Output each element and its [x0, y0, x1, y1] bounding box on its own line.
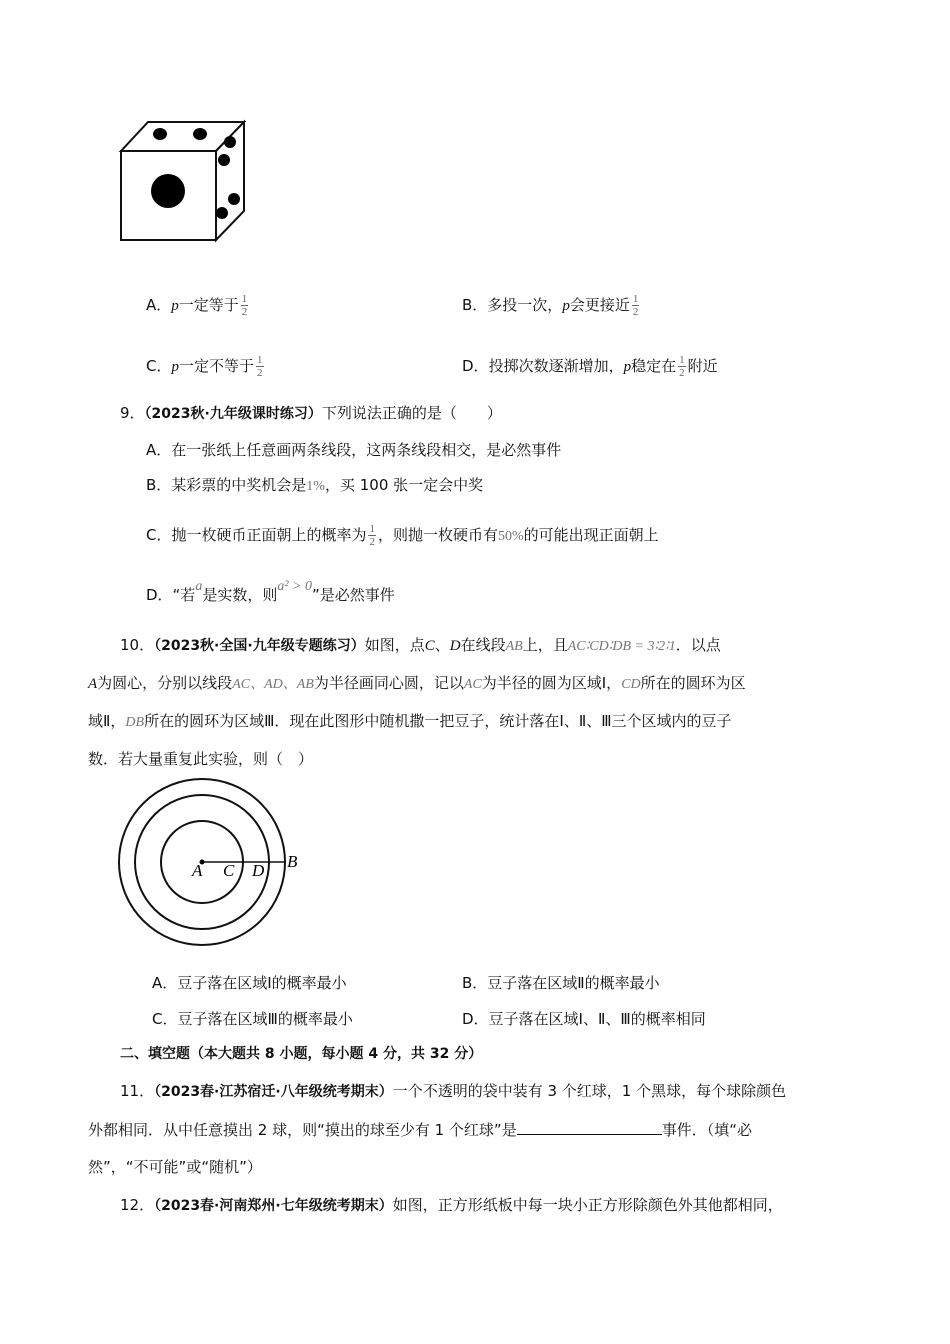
q10-line-1: 10．（2023秋·全国·九年级专题练习）如图，点C、D在线段AB上，且AC∶CD∶DB = 3∶2∶1．以点 — [120, 636, 721, 654]
fraction-half: $\frac{1}{2}$ — [369, 523, 375, 548]
dice-pip — [193, 128, 207, 140]
q11-line-1: 11．（2023春·江苏宿迁·八年级统考期末）一个不透明的袋中装有 3 个红球，1 个黑球，每个球除颜色 — [120, 1082, 787, 1100]
fraction-half: $\frac{1}{2}$ — [632, 293, 639, 318]
dice-pip — [153, 128, 167, 140]
q10-option-b: B．豆子落在区域Ⅱ的概率最小 — [462, 974, 660, 992]
q8-option-b: B．多投一次，p会更接近 $\frac{1}{2}$ — [462, 293, 639, 318]
q8-option-d: D．投掷次数逐渐增加，p稳定在 $\frac{1}{2}$ 附近 — [462, 354, 718, 379]
q10-line-3: 域Ⅱ，DB所在的圆环为区域Ⅲ．现在此图形中随机撒一把豆子，统计落在Ⅰ、Ⅱ、Ⅲ三个区域内的豆子 — [88, 712, 732, 730]
q10-option-d: D．豆子落在区域Ⅰ、Ⅱ、Ⅲ的概率相同 — [462, 1010, 706, 1028]
concentric-circles-figure — [110, 775, 310, 953]
q10-option-a: A．豆子落在区域Ⅰ的概率最小 — [152, 974, 347, 992]
q9-option-a: A．在一张纸上任意画两条线段，这两条线段相交，是必然事件 — [146, 441, 562, 459]
dice-pip — [218, 154, 230, 166]
dice-figure — [118, 118, 248, 243]
q10-line-2: A为圆心，分别以线段AC、AD、AB为半径画同心圆，记以AC为半径的圆为区域Ⅰ，CD所在的圆环为区 — [88, 674, 746, 692]
q9-option-b: B．某彩票的中奖机会是1%，买 100 张一定会中奖 — [146, 476, 484, 494]
q12-line-1: 12．（2023春·河南郑州·七年级统考期末）如图，正方形纸板中每一块小正方形除颜色外其他都相同， — [120, 1196, 783, 1214]
q9-option-d: D．“若a是实数，则a² > 0”是必然事件 — [146, 579, 395, 604]
q8-option-c: C．p一定不等于 $\frac{1}{2}$ — [146, 354, 263, 379]
fraction-half: $\frac{1}{2}$ — [257, 354, 263, 379]
label-d: D — [252, 861, 265, 880]
fraction-half: $\frac{1}{2}$ — [241, 293, 248, 318]
q11-line-2: 外都相同．从中任意摸出 2 球，则“摸出的球至少有 1 个红球”是 事件．（填“必 — [88, 1118, 752, 1141]
dice-pip — [224, 136, 236, 148]
q8-option-a: A．p一定等于 $\frac{1}{2}$ — [146, 293, 248, 318]
dice-pip — [151, 174, 185, 208]
answer-blank[interactable] — [517, 1118, 662, 1135]
label-c: C — [223, 861, 235, 880]
fraction-half: $\frac{1}{2}$ — [679, 354, 685, 379]
q10-option-c: C．豆子落在区域Ⅲ的概率最小 — [152, 1010, 353, 1028]
label-a: A — [192, 861, 203, 880]
q9-stem: 9．（2023秋·九年级课时练习）下列说法正确的是（ ） — [120, 404, 502, 422]
q9-option-c: C．抛一枚硬币正面朝上的概率为 $\frac{1}{2}$ ，则抛一枚硬币有50%的可能出现正面朝上 — [146, 523, 659, 548]
label-b: B — [287, 852, 298, 871]
q11-line-3: 然”，“不可能”或“随机”） — [88, 1158, 262, 1176]
q10-line-4: 数．若大量重复此实验，则（ ） — [88, 750, 314, 768]
dice-pip — [216, 207, 228, 219]
section-heading: 二、填空题（本大题共 8 小题，每小题 4 分，共 32 分） — [120, 1046, 483, 1062]
dice-pip — [228, 193, 240, 205]
